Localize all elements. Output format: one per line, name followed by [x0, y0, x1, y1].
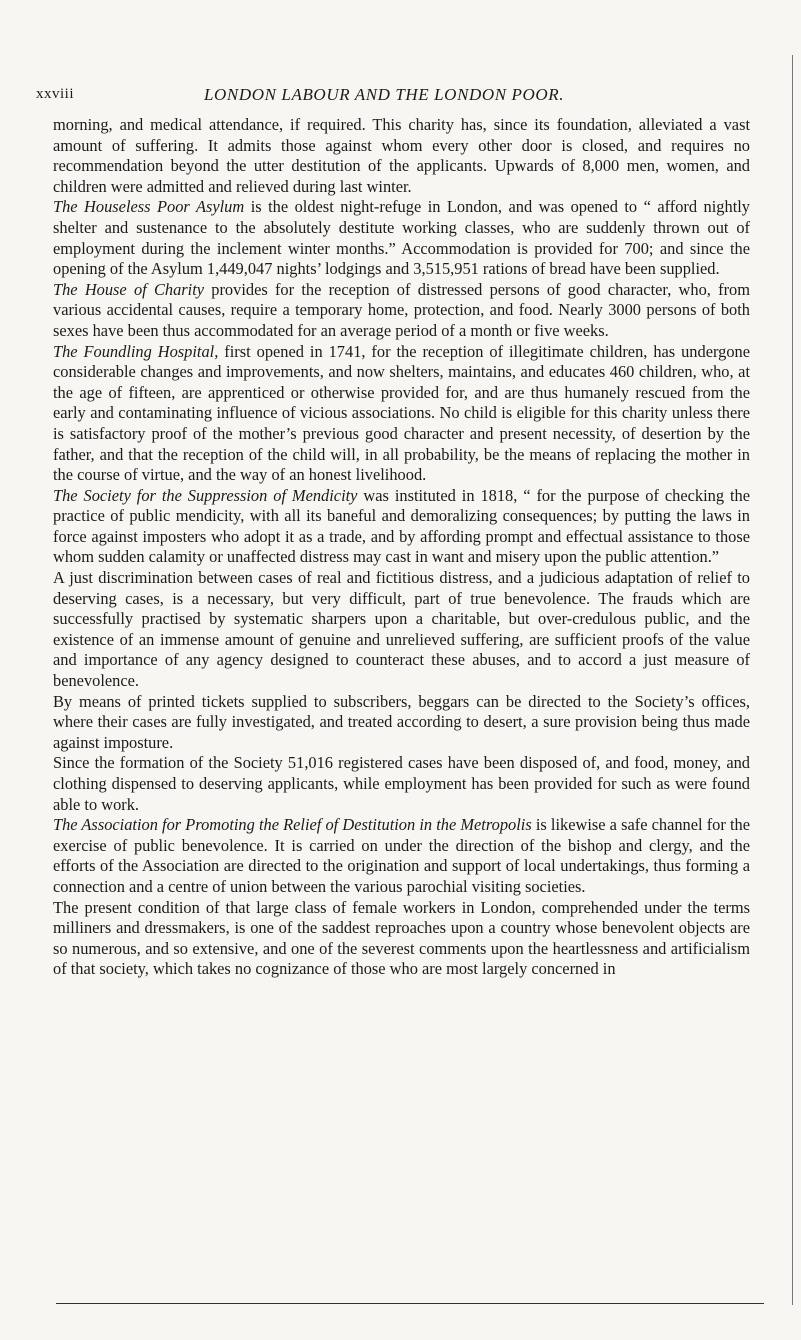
- paragraph: [53, 692, 750, 754]
- text-run: A just discrimination between cases of real and fictitious distress, and a judicious adaptation of relief to deserving cases, is a necessary, but very difficult, part of true benevolence. The frauds which are successfully practised by systematic sharpers upon a charitable, but over-credulous public, and the existence of an immense amount of genuine and unrelieved suffering, are sufficient proofs of the value and importance of any agency designed to counteract these abuses, and to accord a just measure of benevolence.: [53, 568, 750, 691]
- text-run: The present condition of that large class of female workers in London, comprehended under the terms milliners and dressmakers, is one of the saddest reproaches upon a country whose benevolent objects are so numerous, and so extensive, and one of the severest comments upon the heartlessness and artificialism of that society, which takes no cognizance of those who are most largely concerned in: [53, 897, 750, 979]
- italic-title-run: The Society for the Suppression of Mendicity: [53, 485, 358, 505]
- paragraph: [53, 898, 750, 980]
- paragraph: [53, 753, 750, 815]
- italic-title-run: The Association for Promoting the Relief of Destitution in the Metropolis: [53, 815, 532, 835]
- italic-title-run: The House of Charity: [53, 279, 205, 299]
- text-run: is the oldest night-refuge in London, and was opened to “ afford nightly shelter and sustenance to the absolutely destitute working classes, who are suddenly thrown out of employment during the inclement winter months.” Accommodation is provided for 700; and since the opening of the Asylum 1,449,047 nights’ lodgings and 3,515,951 rations of bread have been supplied.: [53, 197, 751, 279]
- text-run: Since the formation of the Society 51,016 registered cases have been disposed of, and food, money, and clothing dispensed to deserving applicants, while employment has been provided for such as were found able to work.: [53, 753, 750, 814]
- paragraph: [53, 815, 750, 897]
- text-run: provides for the reception of distressed persons of good character, who, from various accidental causes, require a temporary home, protection, and food. Nearly 3000 persons of both sexes have been thus accommodated for an average period of a month or five weeks.: [53, 279, 750, 340]
- paragraph: [53, 342, 750, 486]
- page-header: [36, 86, 761, 110]
- paragraph: [53, 568, 750, 692]
- text-run: is likewise a safe channel for the exercise of public benevolence. It is carried on under the direction of the bishop and clergy, and the efforts of the Association are directed to the origination and support of local undertakings, thus forming a connection and a centre of union between the various parochial visiting societies.: [53, 815, 750, 896]
- body-text: [53, 115, 750, 980]
- paragraph: [53, 115, 750, 197]
- text-run: first opened in 1741, for the reception of illegitimate children, has undergone considerable changes and improvements, and now shelters, maintains, and educates 460 children, who, at the age of fifteen, are apprenticed or otherwise provided for, and are thus humanely rescued from the early and contaminating influence of vicious associations. No child is eligible for this charity unless there is satisfactory proof of the mother’s previous good character and present necessity, of desertion by the father, and that the reception of the child will, in all probability, be the means of replacing the mother in the course of virtue, and the way of an honest livelihood.: [53, 341, 751, 485]
- page-edge-line: [792, 55, 793, 1305]
- italic-title-run: The Foundling Hospital,: [53, 341, 219, 361]
- page-number: xxviii: [36, 86, 75, 102]
- paragraph: [53, 486, 750, 568]
- bottom-rule: [56, 1303, 764, 1304]
- running-title: LONDON LABOUR AND THE LONDON POOR.: [204, 85, 565, 104]
- text-run: was instituted in 1818, “ for the purpose of checking the practice of public mendicity, with all its baneful and demoralizing consequences; by putting the laws in force against imposters who adopt it as a trade, and by affording prompt and effectual assistance to those whom sudden calamity or unaffected distress may cast in want and misery upon the public attention.”: [53, 485, 750, 567]
- text-run: morning, and medical attendance, if required. This charity has, since its foundation, alleviated a vast amount of suffering. It admits those against whom every other door is closed, and requires no recommendation beyond the utter destitution of the applicants. Upwards of 8,000 men, women, and children were admitted and relieved during last winter.: [53, 115, 750, 196]
- paragraph: [53, 280, 750, 342]
- text-run: By means of printed tickets supplied to subscribers, beggars can be directed to the Society’s offices, where their cases are fully investigated, and treated according to desert, a sure provision being thus made against imposture.: [53, 691, 750, 752]
- italic-title-run: The Houseless Poor Asylum: [53, 197, 245, 217]
- paragraph: [53, 197, 750, 279]
